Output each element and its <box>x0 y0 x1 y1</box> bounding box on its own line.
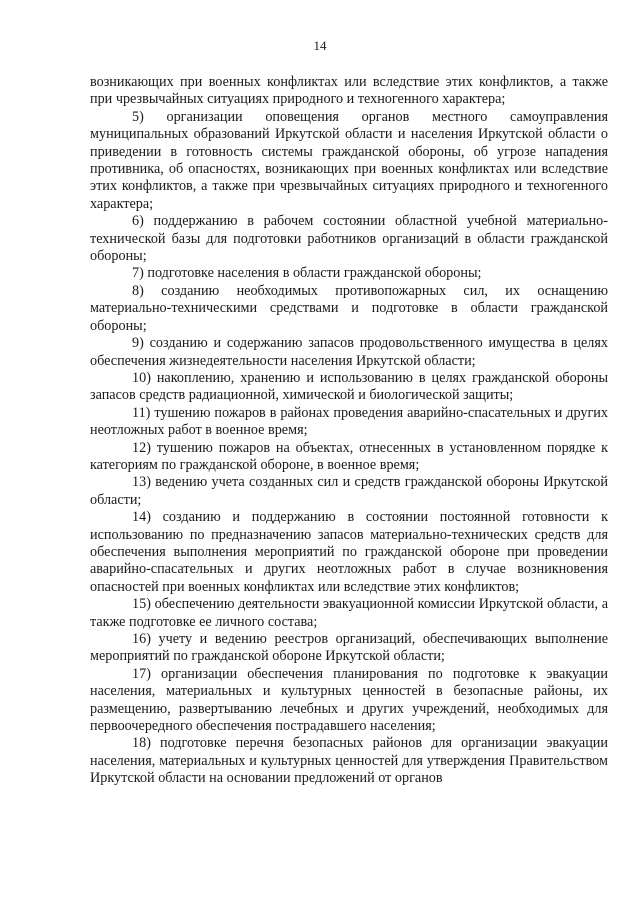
paragraph-item-7: 7) подготовке населения в области гражданской обороны; <box>132 265 482 282</box>
paragraph-item-16: 16) учету и ведению реестров организаций, обеспечивающих выполнение мероприятий по гражданской обороне Иркутской области; <box>90 631 608 665</box>
paragraph-item-18: 18) подготовке перечня безопасных районов для организации эвакуации населения, материальных и культурных ценностей для утверждения Правительством Иркутской области на основании предложений от органов <box>90 735 608 787</box>
page-number: 14 <box>313 38 327 53</box>
paragraph-item-5: 5) организации оповещения органов местного самоуправления муниципальных образований Иркутской области и населения Иркутской области о приведении в готовность системы гражданской обороны, об угрозе нападения противника, об опасностях, возникающих при военных конфликтах или вследствие этих конфликтов, а также при чрезвычайных ситуациях природного и техногенного характера; <box>90 108 608 212</box>
paragraph-item-12: 12) тушению пожаров на объектах, отнесенных в установленном порядке к категориям по гражданской обороне, в военное время; <box>90 439 608 473</box>
paragraph-item-11: 11) тушению пожаров в районах проведения аварийно-спасательных и других неотложных работ в военное время; <box>90 404 608 439</box>
paragraph-item-10: 10) накоплению, хранению и использованию в целях гражданской обороны запасов средств радиационной, химической и биологической защиты; <box>90 369 608 404</box>
paragraph-continuation: возникающих при военных конфликтах или вследствие этих конфликтов, а также при чрезвычайных ситуациях природного и техногенного характера; <box>90 74 608 108</box>
paragraph-item-13: 13) ведению учета созданных сил и средств гражданской обороны Иркутской области; <box>90 474 608 508</box>
document-body <box>90 74 608 788</box>
paragraph-item-8: 8) созданию необходимых противопожарных сил, их оснащению материально-техническими средствами и подготовке в области гражданской обороны; <box>90 282 608 334</box>
paragraph-item-17: 17) организации обеспечения планирования по подготовке к эвакуации населения, материальных и культурных ценностей в безопасные районы, их размещению, развертыванию лечебных и других учреждений, необходимых для первоочередного обеспечения пострадавшего населения; <box>90 665 608 735</box>
paragraph-item-14: 14) созданию и поддержанию в состоянии постоянной готовности к использованию по предназначению запасов материально-технических средств для обеспечения выполнения мероприятий по гражданской обороне при проведении аварийно-спасательных и других неотложных работ в случае возникновения опасностей при военных конфликтах или вследствие этих конфликтов; <box>90 509 608 595</box>
paragraph-item-9: 9) созданию и содержанию запасов продовольственного имущества в целях обеспечения жизнедеятельности населения Иркутской области; <box>90 335 608 369</box>
paragraph-item-15: 15) обеспечению деятельности эвакуационной комиссии Иркутской области, а также подготовке ее личного состава; <box>90 596 608 630</box>
paragraph-item-6: 6) поддержанию в рабочем состоянии областной учебной материально-технической базы для подготовки работников организаций в области гражданской обороны; <box>90 213 608 265</box>
